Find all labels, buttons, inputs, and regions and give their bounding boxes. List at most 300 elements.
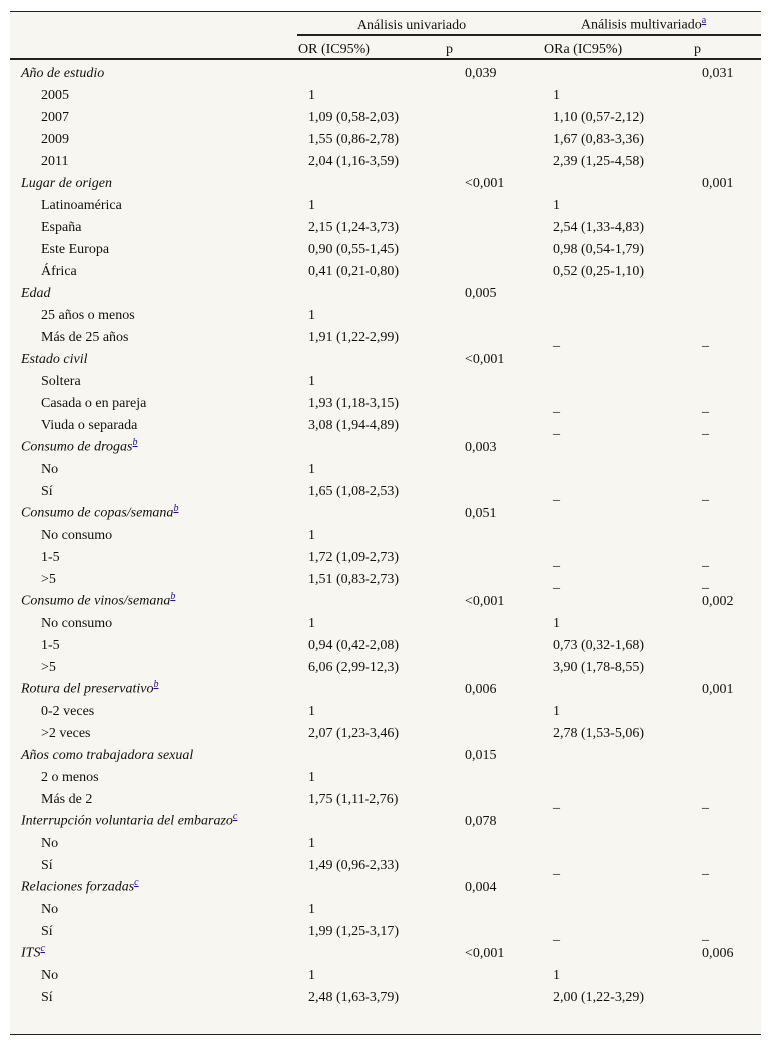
table-row — [10, 566, 761, 588]
p-value: 0,003 — [465, 440, 497, 455]
row-label — [10, 962, 297, 984]
table-row — [10, 456, 761, 478]
ora-value: 1 — [553, 704, 561, 719]
or-value — [297, 434, 444, 456]
ora-value: _ — [553, 796, 561, 811]
row-label — [10, 59, 297, 82]
or-value: 1 — [308, 836, 315, 851]
pa-value: _ — [702, 928, 710, 943]
table-row — [10, 896, 761, 918]
table-row — [10, 654, 761, 676]
pa-value: _ — [702, 400, 710, 415]
or-value — [297, 874, 444, 896]
table-category-row — [10, 280, 761, 302]
or-value — [297, 500, 444, 522]
or-value: 1 — [308, 902, 315, 917]
header-group-row — [10, 12, 761, 35]
pa-value: 0,031 — [702, 66, 734, 81]
table-row — [10, 390, 761, 412]
row-label-text: 2009 — [41, 132, 69, 147]
row-label — [10, 786, 297, 808]
p-value — [444, 258, 526, 280]
row-label-text: Sí — [41, 924, 53, 939]
ora-value: 1 — [553, 198, 561, 213]
header-p: p — [444, 35, 526, 59]
ora-value — [526, 170, 673, 192]
row-label — [10, 544, 297, 566]
table-category-row — [10, 170, 761, 192]
row-label — [10, 566, 297, 588]
or-value: 0,90 (0,55-1,45) — [308, 242, 399, 257]
row-label — [10, 324, 297, 346]
row-label — [10, 478, 297, 500]
row-label-text: >5 — [41, 572, 56, 587]
pa-value: 0,001 — [702, 682, 734, 697]
table-row — [10, 632, 761, 654]
ora-value: 2,54 (1,33-4,83) — [553, 220, 645, 235]
p-value — [444, 786, 526, 808]
row-label-text: África — [41, 264, 77, 279]
or-value: 1 — [308, 374, 315, 389]
or-value: 1 — [308, 528, 315, 543]
table-row — [10, 412, 761, 434]
table-row — [10, 698, 761, 720]
pa-value — [673, 214, 761, 236]
or-value: 1,75 (1,11-2,76) — [308, 792, 399, 807]
table-row — [10, 148, 761, 170]
or-value: 2,07 (1,23-3,46) — [308, 726, 399, 741]
footnote-link-b[interactable]: b — [153, 679, 159, 691]
row-label-text: 2011 — [41, 154, 69, 169]
table-row — [10, 786, 761, 808]
ora-value — [526, 676, 673, 698]
row-label — [10, 434, 297, 456]
table-row — [10, 852, 761, 874]
row-label-text: Relaciones forzadas — [21, 880, 135, 895]
or-value: 1,91 (1,22-2,99) — [308, 330, 399, 345]
pa-value — [673, 302, 761, 324]
pa-value — [673, 610, 761, 632]
footnote-link-b[interactable]: b — [173, 503, 179, 515]
or-value: 1,55 (0,86-2,78) — [308, 132, 399, 147]
table-row — [10, 984, 761, 1006]
ora-value — [526, 280, 673, 302]
pa-value — [673, 258, 761, 280]
pa-value: _ — [702, 334, 710, 349]
row-label — [10, 984, 297, 1006]
row-label-text: Años como trabajadora sexual — [21, 748, 194, 763]
pa-value — [673, 192, 761, 214]
p-value — [444, 192, 526, 214]
row-label-text: No consumo — [41, 528, 113, 543]
table-row — [10, 830, 761, 852]
or-value: 1 — [308, 704, 315, 719]
row-label — [10, 940, 297, 962]
row-label-text: Edad — [21, 286, 51, 301]
header-or: OR (IC95%) — [297, 35, 444, 59]
row-label — [10, 852, 297, 874]
row-label — [10, 368, 297, 390]
ora-value: 1 — [553, 88, 561, 103]
pa-value — [673, 104, 761, 126]
row-label-text: España — [41, 220, 82, 235]
p-value — [444, 214, 526, 236]
or-value — [297, 59, 444, 82]
p-value — [444, 390, 526, 412]
pa-value: _ — [702, 554, 710, 569]
row-label-text: Más de 2 — [41, 792, 93, 807]
pa-value: _ — [702, 422, 710, 437]
row-label — [10, 170, 297, 192]
pa-value — [673, 764, 761, 786]
footnote-link-b[interactable]: b — [170, 591, 176, 603]
row-label-text: No — [41, 902, 59, 917]
header-pa: p — [673, 35, 761, 59]
pa-value — [673, 698, 761, 720]
ora-value: 2,39 (1,25-4,58) — [553, 154, 645, 169]
pa-value — [673, 742, 761, 764]
row-label-text: >2 veces — [41, 726, 91, 741]
header-label-cell — [10, 35, 297, 59]
header-multivariado: Análisis multivariado$^a$ — [526, 12, 761, 35]
pa-value — [673, 632, 761, 654]
pa-value — [673, 962, 761, 984]
row-label — [10, 390, 297, 412]
table-row — [10, 544, 761, 566]
ora-value — [526, 368, 673, 390]
pa-value — [673, 984, 761, 1006]
row-label — [10, 742, 297, 764]
ora-value: 2,00 (1,22-3,29) — [553, 990, 645, 1005]
row-label-text: 1-5 — [41, 550, 60, 565]
ora-value — [526, 830, 673, 852]
ora-value: 3,90 (1,78-8,55) — [553, 660, 645, 675]
row-label — [10, 896, 297, 918]
or-value: 1,51 (0,83-2,73) — [308, 572, 399, 587]
pa-value — [673, 126, 761, 148]
row-label — [10, 412, 297, 434]
or-value — [297, 742, 444, 764]
table-row — [10, 962, 761, 984]
pa-value — [673, 82, 761, 104]
p-value — [444, 632, 526, 654]
row-label-text: No — [41, 968, 59, 983]
table-row — [10, 324, 761, 346]
ora-value: _ — [553, 576, 561, 591]
table-category-row — [10, 676, 761, 698]
pa-value: _ — [702, 862, 710, 877]
table-body — [10, 59, 761, 1006]
table-row — [10, 302, 761, 324]
or-value: 1,09 (0,58-2,03) — [308, 110, 399, 125]
or-value — [297, 676, 444, 698]
row-label-text: 2005 — [41, 88, 69, 103]
or-value: 2,48 (1,63-3,79) — [308, 990, 399, 1005]
pa-value — [673, 522, 761, 544]
p-value: <0,001 — [465, 176, 505, 191]
ora-value — [526, 764, 673, 786]
row-label — [10, 346, 297, 368]
ora-value — [526, 456, 673, 478]
p-value: 0,004 — [465, 880, 497, 895]
or-value: 6,06 (2,99-12,3) — [308, 660, 399, 675]
ora-value: _ — [553, 488, 561, 503]
p-value: 0,015 — [465, 748, 497, 763]
footnote-link-a[interactable]: a — [701, 15, 707, 27]
footnote-link-c[interactable]: c — [232, 811, 238, 823]
row-label — [10, 830, 297, 852]
row-label — [10, 808, 297, 830]
row-label — [10, 104, 297, 126]
table-row — [10, 192, 761, 214]
header-ora: ORa (IC95%) — [526, 35, 673, 59]
or-value: 1,72 (1,09-2,73) — [308, 550, 399, 565]
pa-value — [673, 896, 761, 918]
or-value: 1 — [308, 770, 315, 785]
footnote-link-b[interactable]: b — [132, 437, 138, 449]
pa-value: _ — [702, 796, 710, 811]
table-row — [10, 478, 761, 500]
or-value: 1 — [308, 198, 315, 213]
header-univariado: Análisis univariado — [297, 12, 526, 35]
p-value — [444, 324, 526, 346]
p-value — [444, 918, 526, 940]
p-value: 0,006 — [465, 682, 497, 697]
row-label-text: Sí — [41, 858, 53, 873]
or-value — [297, 346, 444, 368]
p-value — [444, 698, 526, 720]
row-label — [10, 720, 297, 742]
row-label-text: No — [41, 836, 59, 851]
pa-value — [673, 236, 761, 258]
or-value: 1,93 (1,18-3,15) — [308, 396, 399, 411]
row-label-text: ITS — [21, 946, 41, 961]
row-label-text: Consumo de drogas — [21, 440, 133, 455]
table-row — [10, 214, 761, 236]
or-value — [297, 170, 444, 192]
table-row — [10, 258, 761, 280]
p-value — [444, 368, 526, 390]
table-row — [10, 522, 761, 544]
row-label-text: No — [41, 462, 59, 477]
ora-value: _ — [553, 400, 561, 415]
table-row — [10, 236, 761, 258]
or-value: 3,08 (1,94-4,89) — [308, 418, 399, 433]
or-value: 1,65 (1,08-2,53) — [308, 484, 399, 499]
p-value — [444, 236, 526, 258]
row-label — [10, 280, 297, 302]
row-label-text: >5 — [41, 660, 56, 675]
footnote-link-c[interactable]: c — [134, 877, 139, 889]
ora-value: 1,10 (0,57-2,12) — [553, 110, 645, 125]
or-value: 1 — [308, 616, 315, 631]
ora-value — [526, 742, 673, 764]
row-label-text: Soltera — [41, 374, 81, 389]
p-value: <0,001 — [465, 946, 505, 961]
row-label — [10, 698, 297, 720]
p-value — [444, 522, 526, 544]
ora-value: _ — [553, 862, 561, 877]
row-label-text: Año de estudio — [21, 66, 105, 81]
p-value — [444, 830, 526, 852]
ora-value: 0,52 (0,25-1,10) — [553, 264, 645, 279]
p-value — [444, 720, 526, 742]
row-label-text: Sí — [41, 484, 53, 499]
ora-value — [526, 59, 673, 82]
p-value — [444, 148, 526, 170]
row-label — [10, 874, 297, 896]
or-value: 1,49 (0,96-2,33) — [308, 858, 399, 873]
table-row — [10, 764, 761, 786]
row-label — [10, 236, 297, 258]
row-label-text: Interrupción voluntaria del embarazo — [21, 814, 233, 829]
ora-value: 1 — [553, 968, 561, 983]
p-value — [444, 764, 526, 786]
row-label — [10, 192, 297, 214]
ora-value — [526, 522, 673, 544]
ora-value: 2,78 (1,53-5,06) — [553, 726, 645, 741]
p-value — [444, 478, 526, 500]
or-value: 1 — [308, 88, 315, 103]
table-row — [10, 918, 761, 940]
pa-value: _ — [702, 576, 710, 591]
ora-value: 0,73 (0,32-1,68) — [553, 638, 645, 653]
p-value: <0,001 — [465, 352, 505, 367]
pa-value — [673, 368, 761, 390]
results-table-container — [10, 11, 761, 1035]
pa-value: 0,001 — [702, 176, 734, 191]
ora-value: 0,98 (0,54-1,79) — [553, 242, 645, 257]
pa-value — [673, 280, 761, 302]
row-label — [10, 610, 297, 632]
p-value — [444, 82, 526, 104]
p-value — [444, 962, 526, 984]
p-value — [444, 302, 526, 324]
p-value — [444, 412, 526, 434]
row-label-text: Este Europa — [41, 242, 110, 257]
pa-value — [673, 148, 761, 170]
row-label — [10, 632, 297, 654]
table-row — [10, 610, 761, 632]
or-value — [297, 940, 444, 962]
row-label — [10, 676, 297, 698]
row-label-text: Rotura del preservativo — [21, 682, 154, 697]
or-value: 1 — [308, 462, 315, 477]
or-value: 0,41 (0,21-0,80) — [308, 264, 399, 279]
row-label — [10, 522, 297, 544]
row-label — [10, 148, 297, 170]
row-label-text: Casada o en pareja — [41, 396, 147, 411]
row-label-text: Consumo de vinos/semana — [21, 594, 171, 609]
ora-value: _ — [553, 422, 561, 437]
or-value — [297, 808, 444, 830]
table-category-row — [10, 59, 761, 82]
ora-value: _ — [553, 928, 561, 943]
p-value: <0,001 — [465, 594, 505, 609]
ora-value: _ — [553, 554, 561, 569]
p-value — [444, 126, 526, 148]
row-label — [10, 126, 297, 148]
p-value — [444, 566, 526, 588]
ora-value — [526, 896, 673, 918]
row-label-text: Lugar de origen — [21, 176, 112, 191]
row-label — [10, 654, 297, 676]
row-label-text: No consumo — [41, 616, 113, 631]
or-value: 0,94 (0,42-2,08) — [308, 638, 399, 653]
or-value: 2,15 (1,24-3,73) — [308, 220, 399, 235]
ora-value — [526, 302, 673, 324]
p-value — [444, 852, 526, 874]
pa-value: 0,006 — [702, 946, 734, 961]
table-row — [10, 368, 761, 390]
table-row — [10, 720, 761, 742]
row-label — [10, 918, 297, 940]
row-label — [10, 588, 297, 610]
table-row — [10, 104, 761, 126]
p-value: 0,078 — [465, 814, 497, 829]
table-category-row — [10, 742, 761, 764]
or-value — [297, 280, 444, 302]
pa-value — [673, 720, 761, 742]
p-value — [444, 984, 526, 1006]
row-label-text: Consumo de copas/semana — [21, 506, 174, 521]
p-value: 0,005 — [465, 286, 497, 301]
row-label-text: Latinoamérica — [41, 198, 122, 213]
pa-value: 0,002 — [702, 594, 734, 609]
ora-value: 1,67 (0,83-3,36) — [553, 132, 645, 147]
pa-value — [673, 654, 761, 676]
header-empty-cell — [10, 12, 297, 35]
pa-value: _ — [702, 488, 710, 503]
row-label — [10, 456, 297, 478]
row-label-text: Viuda o separada — [41, 418, 138, 433]
or-value: 2,04 (1,16-3,59) — [308, 154, 399, 169]
row-label-text: 2007 — [41, 110, 69, 125]
p-value: 0,039 — [465, 66, 497, 81]
or-value: 1 — [308, 308, 315, 323]
row-label-text: 0-2 veces — [41, 704, 95, 719]
p-value: 0,051 — [465, 506, 497, 521]
footnote-link-c[interactable]: c — [40, 943, 45, 955]
row-label-text: Estado civil — [21, 352, 88, 367]
header-column-row — [10, 35, 761, 59]
row-label-text: 1-5 — [41, 638, 60, 653]
or-value — [297, 588, 444, 610]
row-label — [10, 500, 297, 522]
p-value — [444, 896, 526, 918]
or-value: 1,99 (1,25-3,17) — [308, 924, 399, 939]
p-value — [444, 456, 526, 478]
row-label-text: 2 o menos — [41, 770, 99, 785]
table-row — [10, 82, 761, 104]
pa-value — [673, 830, 761, 852]
p-value — [444, 610, 526, 632]
row-label — [10, 214, 297, 236]
table-row — [10, 126, 761, 148]
ora-value: _ — [553, 334, 561, 349]
p-value — [444, 654, 526, 676]
or-value: 1 — [308, 968, 315, 983]
p-value — [444, 544, 526, 566]
row-label-text: Más de 25 años — [41, 330, 129, 345]
row-label — [10, 258, 297, 280]
row-label-text: 25 años o menos — [41, 308, 135, 323]
row-label — [10, 764, 297, 786]
ora-value: 1 — [553, 616, 561, 631]
row-label-text: Sí — [41, 990, 53, 1005]
row-label — [10, 82, 297, 104]
pa-value — [673, 456, 761, 478]
